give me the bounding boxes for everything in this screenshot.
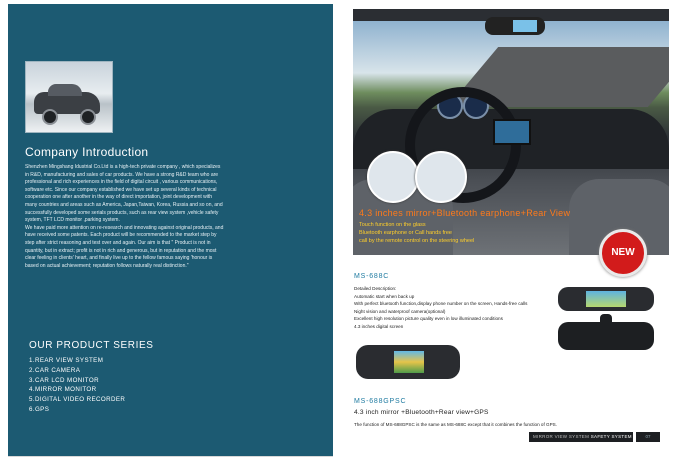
gps-screen [394,351,424,373]
desc-line: 4.3 inches digital screen [354,323,404,329]
series-item: 1.REAR VIEW SYSTEM [29,357,104,364]
wheel-icon [42,109,58,125]
company-intro-text [25,164,225,270]
mirror-screen [513,20,537,32]
earphone-zoom-icon [415,151,467,203]
model-name-688c: MS-688C [354,273,390,280]
bottom-rule [8,456,333,457]
series-item: 2.CAR CAMERA [29,366,81,374]
mirror-mount [600,314,612,324]
car-interior-photo [353,9,669,255]
feature-line: Bluetooth earphone or Call hands free [359,230,452,236]
rearview-mirror-icon [485,17,545,35]
footer-bar [529,432,633,442]
detailed-description [354,285,554,331]
series-item: 5.DIGITAL VIDEO RECORDER [29,396,126,404]
suv-photo [25,61,113,133]
nav-screen [493,119,531,145]
footer-label: MIRROR VIEW SYSTEM [533,434,590,439]
desc-line: Night vision and waterproof camera(optional) [354,308,446,314]
model-name-688gpsc: MS-688GPSC [354,398,407,405]
product-series-title: OUR PRODUCT SERIES [29,340,154,351]
product-series-list [29,356,125,415]
intro-paragraph: Shenzhen Mingshang Idustrial Co.Ltd is a high-tech private company , which specializes in R&D, manufacturing and sales of car products. We have a strong R&D team who are professional and rich experiences in the field of digital circuit , various communications, software etc. Since our company established we have set up several kinds of technical cooperation one after another in the way of direct importation, joint development with many countries and areas such as America, Japan,Taiwan, Korea, Russia and so on, and successfully developed some serials products, such as rear view system ,vehicle safety system, TFT LCD monitor ,parking system. [25,164,223,224]
mirror-screen [586,291,626,307]
mirror-front-photo [558,287,654,311]
footer-highlight: SAFETY SYSTEM [590,434,632,439]
mirror-back-photo [558,322,654,350]
page-number: 07 [636,432,660,442]
feature-line: Touch function on the glass [359,222,426,228]
company-intro-title: Company Introduction [25,145,149,159]
series-item: 4.MIRROR MONITOR [29,386,97,394]
feature-lines [359,221,474,245]
model-subtitle: 4.3 inch mirror +Bluetooth+Rear view+GPS [354,409,489,416]
function-text: The function of MS-688GPSC is the same as MS-688C except that it combines the function of GPS. [354,422,557,427]
new-badge: NEW [599,229,647,277]
desc-line: Automatic start when back up [354,293,415,299]
desc-line: Excellent high resolution picture quality even in low illuminated conditions [354,316,503,322]
feature-headline: 4.3 inches mirror+Bluetooth earphone+Rear View [359,208,571,218]
desc-line: With perfect bluetooth function,display phone number on the screen, Hands-free calls [354,301,528,307]
gps-mirror-photo [356,345,460,379]
desc-line: Detailed Description: [354,286,397,291]
series-item: 6.GPS [29,405,50,413]
wheel-icon [80,109,96,125]
right-page [344,4,674,456]
series-item: 3.CAR LCD MONITOR [29,376,99,384]
feature-line: call by the remote control on the steering wheel [359,238,475,244]
remote-zoom-icon [367,151,419,203]
left-page [8,4,333,456]
intro-paragraph: We have paid more attention on re-research and innovating against original products, and have received some patents. Each product will be recommended to the market step by step after strict reasoning and test over and again. Our aim is that " Product is not in quantity, but in extract; profit is not in rich and generous, but in reputation and the most clear feeling in clients' heart, and finally live up to the fellow famous saying 'honour is based on actual achievement; reputation follows naturally real distinction." [25,224,224,269]
